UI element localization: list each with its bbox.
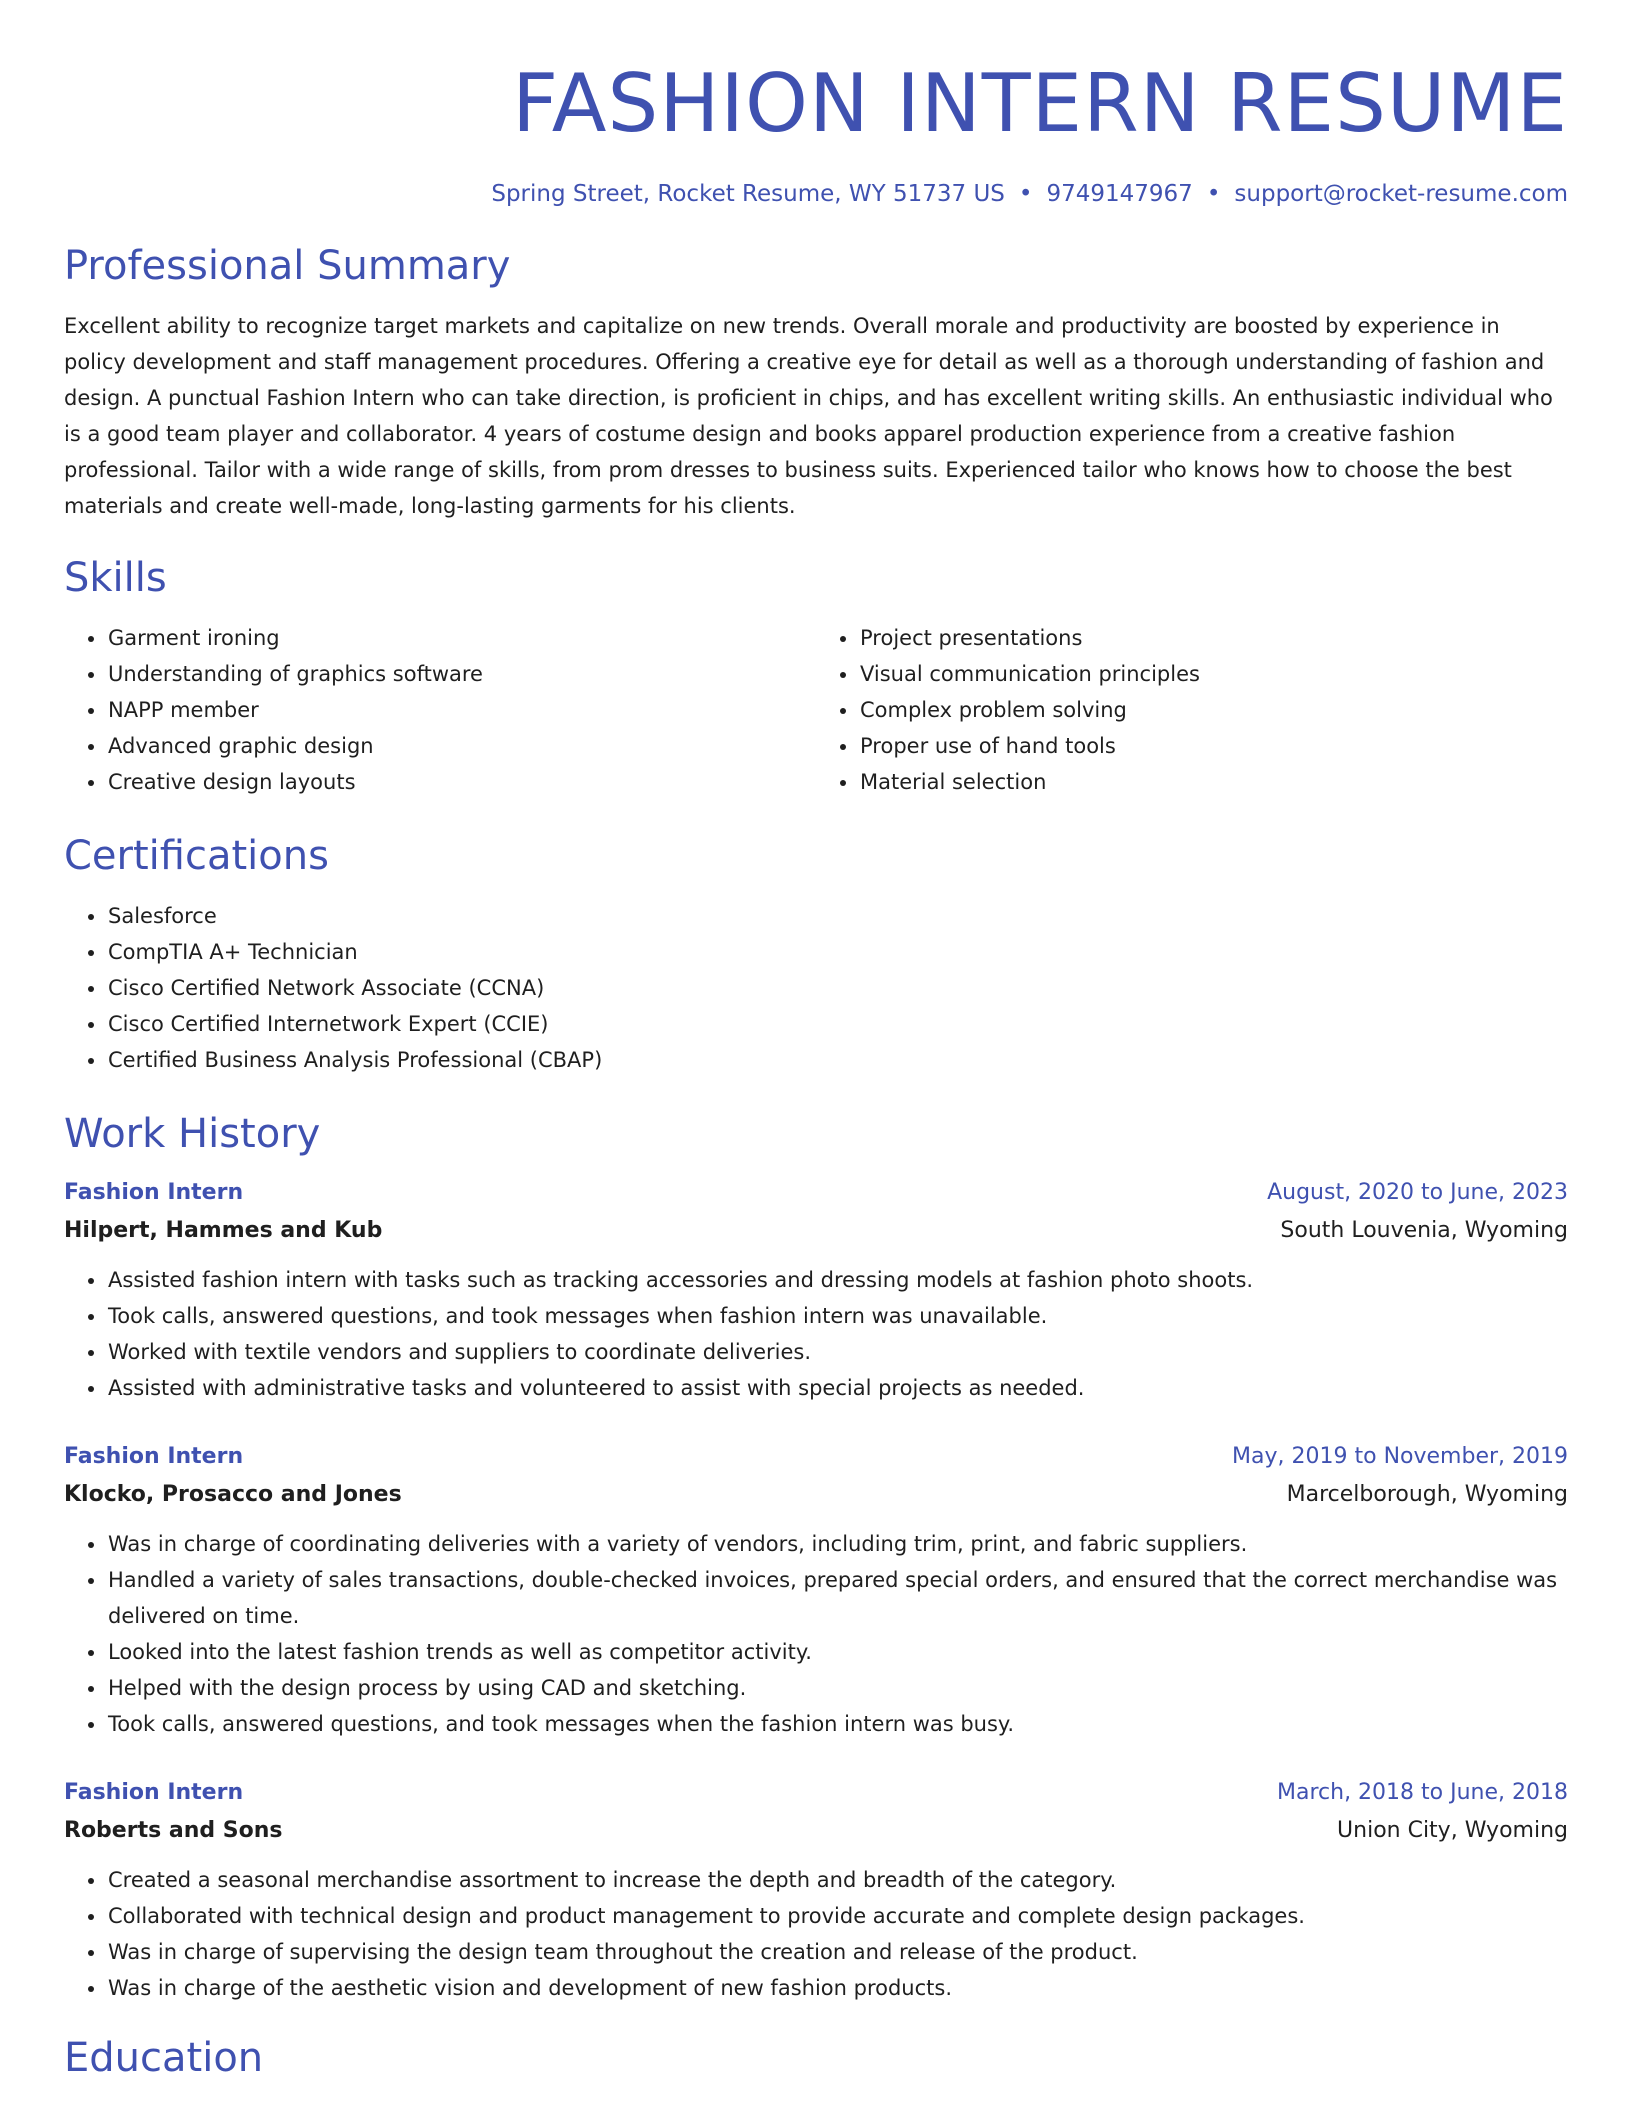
job-bullets: [64, 1262, 1568, 1406]
contact-phone: 9749147967: [1046, 181, 1193, 207]
job-entry: [64, 1174, 1568, 1406]
job-header-row: [64, 1174, 1568, 1212]
contact-line: [64, 178, 1568, 210]
section-heading-education: Education: [64, 2035, 264, 2081]
list-item: • Cisco Certified Network Associate (CCNA): [107, 970, 1568, 1006]
contact-separator: •: [1206, 181, 1221, 207]
job-header-row: [64, 1438, 1568, 1476]
contact-separator: •: [1018, 181, 1033, 207]
list-item: • Created a seasonal merchandise assortment to increase the depth and breadth of the category.: [107, 1862, 1568, 1898]
section-heading-skills: Skills: [64, 555, 167, 601]
job-bullets: [64, 1862, 1568, 2006]
list-item: • Project presentations: [859, 620, 1568, 656]
list-item: • Took calls, answered questions, and took messages when the fashion intern was busy.: [107, 1706, 1568, 1742]
job-header-row: [64, 1774, 1568, 1812]
job-company-row: [64, 1212, 1568, 1250]
job-dates: August, 2020 to June, 2023: [1267, 1180, 1568, 1205]
list-item: • Material selection: [859, 764, 1568, 800]
list-item: • Collaborated with technical design and product management to provide accurate and complete design packages.: [107, 1898, 1568, 1934]
certifications-list: [64, 898, 1568, 1078]
section-heading-summary: Professional Summary: [64, 243, 511, 289]
job-location: Marcelborough, Wyoming: [1286, 1482, 1568, 1507]
list-item: • Assisted fashion intern with tasks such as tracking accessories and dressing models at fashion photo shoots.: [107, 1262, 1568, 1298]
list-item: • Cisco Certified Internetwork Expert (CCIE): [107, 1006, 1568, 1042]
list-item: • Handled a variety of sales transactions, double-checked invoices, prepared special orders, and ensured that the correct merchandise was delivered on time.: [107, 1562, 1568, 1634]
skills-list-right: [816, 620, 1568, 800]
contact-address: Spring Street, Rocket Resume, WY 51737 US: [491, 181, 1005, 207]
list-item: • Was in charge of supervising the design team throughout the creation and release of the product.: [107, 1934, 1568, 1970]
list-item: • Complex problem solving: [859, 692, 1568, 728]
job-entry: [64, 1438, 1568, 1742]
job-company: Klocko, Prosacco and Jones: [64, 1482, 402, 1507]
job-dates: March, 2018 to June, 2018: [1277, 1780, 1568, 1805]
summary-text: Excellent ability to recognize target markets and capitalize on new trends. Overall morale and productivity are boosted by experience in policy development and staff management procedures. Offering a creative eye for detail as well as a thorough understanding of fashion and design. A punctual Fashion Intern who can take direction, is proficient in chips, and has excellent writing skills. An enthusiastic individual who is a good team player and collaborator. 4 years of costume design and books apparel production experience from a creative fashion professional. Tailor with a wide range of skills, from prom dresses to business suits. Experienced tailor who knows how to choose the best materials and create well-made, long-lasting garments for his clients.: [64, 314, 1553, 518]
list-item: • Was in charge of coordinating deliveries with a variety of vendors, including trim, print, and fabric suppliers.: [107, 1526, 1568, 1562]
job-title: Fashion Intern: [64, 1180, 244, 1205]
job-location: Union City, Wyoming: [1337, 1818, 1568, 1843]
list-item: • Worked with textile vendors and suppliers to coordinate deliveries.: [107, 1334, 1568, 1370]
list-item: • Proper use of hand tools: [859, 728, 1568, 764]
list-item: • Garment ironing: [107, 620, 816, 656]
list-item: • Certified Business Analysis Professional (CBAP): [107, 1042, 1568, 1078]
skills-grid: [64, 620, 1568, 800]
list-item: • Salesforce: [107, 898, 1568, 934]
job-dates: May, 2019 to November, 2019: [1232, 1444, 1568, 1469]
job-company: Hilpert, Hammes and Kub: [64, 1218, 383, 1243]
list-item: • Assisted with administrative tasks and volunteered to assist with special projects as needed.: [107, 1370, 1568, 1406]
contact-email: support@rocket-resume.com: [1234, 181, 1568, 207]
job-entry: [64, 1774, 1568, 2006]
list-item: • NAPP member: [107, 692, 816, 728]
job-title: Fashion Intern: [64, 1444, 244, 1469]
list-item: • CompTIA A+ Technician: [107, 934, 1568, 970]
list-item: • Took calls, answered questions, and took messages when fashion intern was unavailable.: [107, 1298, 1568, 1334]
job-company-row: [64, 1812, 1568, 1850]
skills-list-left: [64, 620, 816, 800]
section-heading-certifications: Certifications: [64, 833, 329, 879]
job-company-row: [64, 1476, 1568, 1514]
list-item: • Was in charge of the aesthetic vision and development of new fashion products.: [107, 1970, 1568, 2006]
section-heading-work-history: Work History: [64, 1111, 321, 1157]
list-item: • Visual communication principles: [859, 656, 1568, 692]
job-title: Fashion Intern: [64, 1780, 244, 1805]
list-item: • Advanced graphic design: [107, 728, 816, 764]
list-item: • Creative design layouts: [107, 764, 816, 800]
resume-title: FASHION INTERN RESUME: [512, 57, 1568, 150]
list-item: • Looked into the latest fashion trends as well as competitor activity.: [107, 1634, 1568, 1670]
resume-page: [64, 0, 1568, 2084]
job-location: South Louvenia, Wyoming: [1280, 1218, 1568, 1243]
job-company: Roberts and Sons: [64, 1818, 283, 1843]
list-item: • Helped with the design process by using CAD and sketching.: [107, 1670, 1568, 1706]
list-item: • Understanding of graphics software: [107, 656, 816, 692]
job-bullets: [64, 1526, 1568, 1742]
